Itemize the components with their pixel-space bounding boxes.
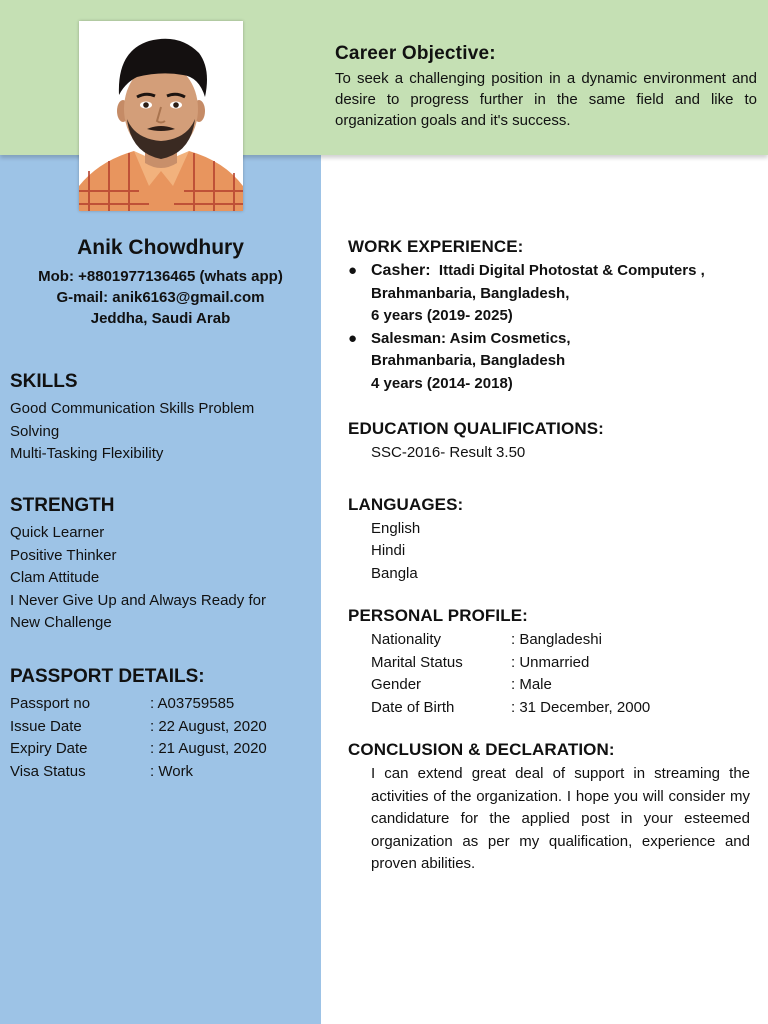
personal-profile-section — [348, 606, 750, 719]
skills-title: SKILLS — [10, 371, 78, 392]
candidate-name: Anik Chowdhury — [77, 236, 244, 259]
work-item — [348, 260, 750, 328]
strength-line: New Challenge — [10, 614, 112, 631]
strength-section — [10, 495, 310, 635]
work-location: Brahmanbaria, Bangladesh, — [371, 284, 570, 302]
work-duration: 4 years (2014- 2018) — [371, 374, 513, 392]
bullet-icon: ● — [348, 329, 358, 347]
main-column — [348, 237, 750, 876]
work-item — [348, 328, 750, 396]
strength-line: Quick Learner — [10, 524, 105, 541]
strength-line: Positive Thinker — [10, 546, 117, 564]
passport-label: Expiry Date — [10, 740, 88, 757]
skills-line: Solving — [10, 422, 60, 440]
email-address: G-mail: anik6163@gmail.com — [56, 289, 265, 306]
conclusion-title: CONCLUSION & DECLARATION: — [348, 740, 615, 759]
personal-profile-title: PERSONAL PROFILE: — [348, 606, 528, 625]
career-objective-text: To seek a challenging position in a dynamic environment and desire to progress further in the same field and like to organization goals and it's success. — [335, 70, 757, 129]
strength-line: I Never Give Up and Always Ready for — [10, 591, 266, 609]
work-experience-title: WORK EXPERIENCE: — [348, 237, 524, 256]
passport-value: : Work — [150, 762, 194, 780]
profile-value: : 31 December, 2000 — [511, 698, 651, 716]
career-objective-title: Career Objective: — [335, 43, 496, 64]
conclusion-text: I can extend great deal of support in streaming the activities of the organization. I hope you will consider my candidature for the applied post in your esteemed organization as per my qualification, experience and proven abilities. — [371, 765, 750, 872]
profile-row — [348, 697, 750, 720]
profile-row — [348, 652, 750, 675]
profile-label: Date of Birth — [371, 698, 455, 716]
bullet-icon: ● — [348, 262, 358, 279]
languages-section — [348, 495, 750, 586]
profile-label: Gender — [371, 676, 422, 693]
passport-value: : A03759585 — [150, 695, 235, 712]
work-employer: Ittadi Digital Photostat & Computers , — [438, 262, 705, 279]
profile-value: : Unmarried — [511, 653, 590, 671]
languages-title: LANGUAGES: — [348, 494, 464, 514]
passport-section — [10, 666, 310, 783]
profile-row — [348, 629, 750, 652]
mobile-number: Mob: +8801977136465 (whats app) — [38, 268, 283, 285]
passport-value: : 22 August, 2020 — [150, 717, 267, 735]
education-section — [348, 419, 750, 465]
location: Jeddha, Saudi Arab — [90, 310, 231, 327]
education-title: EDUCATION QUALIFICATIONS: — [348, 419, 604, 438]
language-item: English — [371, 519, 421, 537]
profile-label: Nationality — [371, 631, 442, 648]
passport-row — [10, 738, 310, 761]
contact-block — [0, 236, 321, 329]
passport-label: Issue Date — [10, 717, 82, 735]
passport-label: Visa Status — [10, 762, 86, 780]
language-item: Hindi — [371, 542, 406, 559]
passport-row — [10, 716, 310, 739]
passport-label: Passport no — [10, 695, 91, 712]
strength-line: Clam Attitude — [10, 569, 100, 586]
profile-label: Marital Status — [371, 653, 463, 671]
conclusion-section — [348, 740, 750, 876]
education-detail: SSC-2016- Result 3.50 — [371, 444, 526, 461]
profile-value: : Male — [511, 676, 552, 693]
passport-row — [10, 761, 310, 784]
work-role: Salesman: — [371, 329, 447, 347]
profile-photo-illustration — [79, 21, 243, 211]
passport-row — [10, 693, 310, 716]
passport-title: PASSPORT DETAILS: — [10, 666, 205, 687]
work-location: Brahmanbaria, Bangladesh — [371, 352, 566, 369]
work-duration: 6 years (2019- 2025) — [371, 307, 513, 324]
skills-section — [10, 371, 310, 466]
passport-value: : 21 August, 2020 — [150, 740, 267, 757]
skills-line: Multi-Tasking Flexibility — [10, 445, 164, 462]
work-experience-section — [348, 237, 750, 395]
profile-row — [348, 674, 750, 697]
language-item: Bangla — [371, 564, 418, 582]
career-objective — [335, 43, 757, 131]
profile-value: : Bangladeshi — [511, 631, 602, 648]
strength-title: STRENGTH — [10, 495, 115, 516]
profile-photo — [79, 21, 243, 211]
work-employer: Asim Cosmetics, — [449, 329, 571, 347]
skills-line: Good Communication Skills Problem — [10, 400, 255, 417]
work-role: Casher: — [371, 262, 431, 279]
